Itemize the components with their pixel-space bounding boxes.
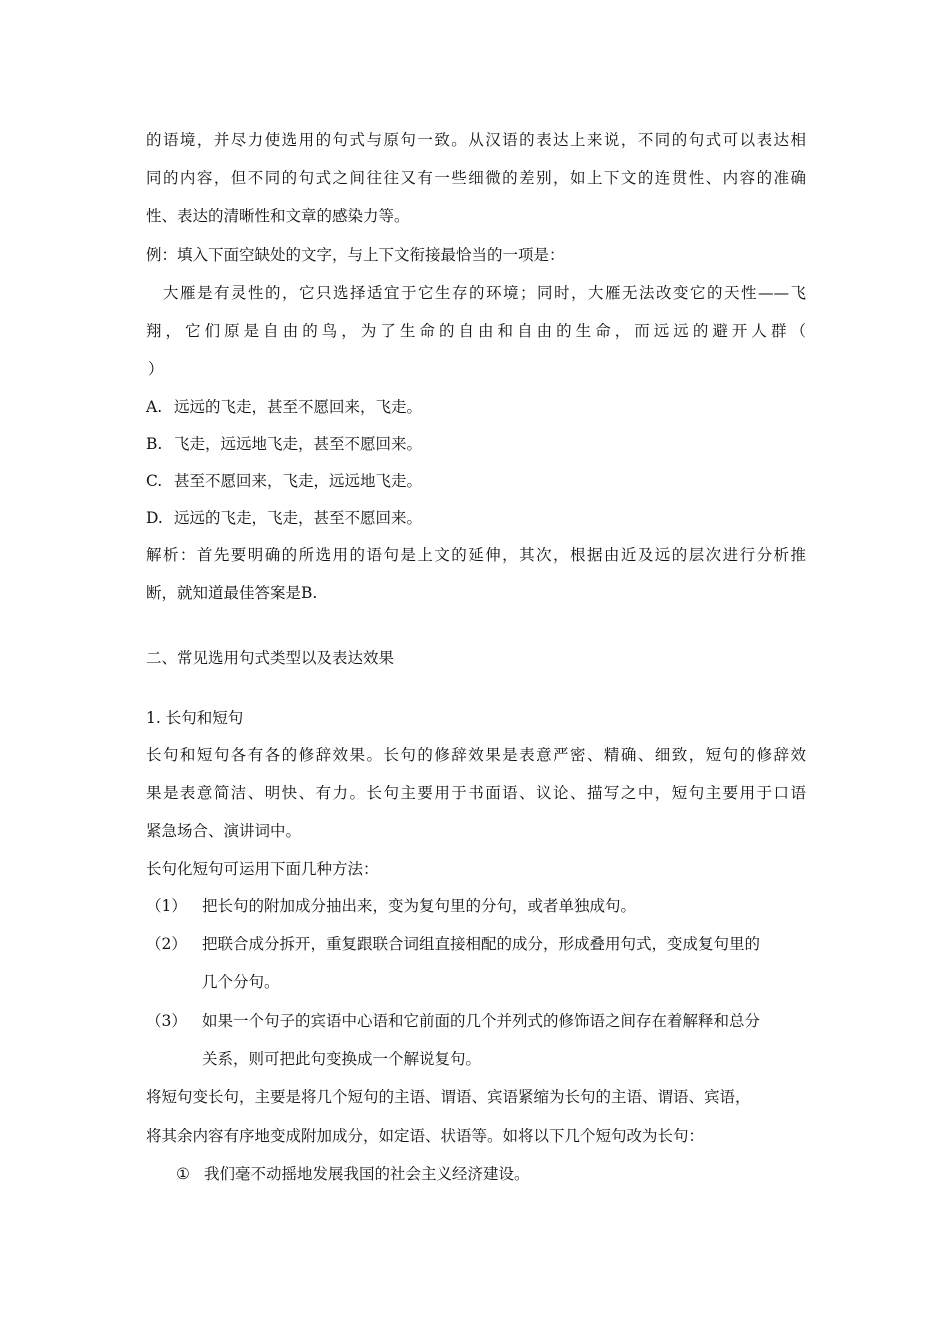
para2-line-1: 将短句变长句，主要是将几个短句的主语、谓语、宾语紧缩为长句的主语、谓语、宾语， bbox=[146, 1088, 751, 1106]
method-text: 把长句的附加成分抽出来，变为复句里的分句，或者单独成句。 bbox=[202, 897, 637, 915]
circled-item-text: 我们毫不动摇地发展我国的社会主义经济建设。 bbox=[204, 1165, 530, 1183]
example-passage-line-3: ） bbox=[148, 360, 164, 378]
intro-line-1: 的语境，并尽力使选用的句式与原句一致。从汉语的表达上来说，不同的句式可以表达相 bbox=[146, 131, 806, 149]
option-text: 甚至不愿回来，飞走，远远地飞走。 bbox=[174, 472, 423, 490]
method-text: 把联合成分拆开，重复跟联合词组直接相配的成分，形成叠用句式，变成复句里的 bbox=[202, 935, 761, 953]
para1-line-1: 长句和短句各有各的修辞效果。长句的修辞效果是表意严密、精确、细致，短句的修辞效 bbox=[146, 746, 806, 764]
circled-number: ① bbox=[176, 1165, 190, 1183]
analysis-line-1: 解析：首先要明确的所选用的语句是上文的延伸，其次，根据由近及远的层次进行分析推 bbox=[146, 546, 806, 564]
subsection-heading: 1. 长句和短句 bbox=[146, 709, 244, 727]
example-passage-line-1: 大雁是有灵性的，它只选择适宜于它生存的环境；同时，大雁无法改变它的天性——飞 bbox=[146, 284, 806, 302]
intro-line-3: 性、表达的清晰性和文章的感染力等。 bbox=[146, 207, 410, 225]
method-number: （1） bbox=[146, 897, 187, 915]
method-text: 如果一个句子的宾语中心语和它前面的几个并列式的修饰语之间存在着解释和总分 bbox=[202, 1012, 761, 1030]
method-number: （2） bbox=[146, 935, 187, 953]
method-text-continued: 关系，则可把此句变换成一个解说复句。 bbox=[202, 1050, 482, 1068]
method-text-continued: 几个分句。 bbox=[202, 973, 280, 991]
para1-line-2: 果是表意简洁、明快、有力。长句主要用于书面语、议论、描写之中，短句主要用于口语 bbox=[146, 784, 806, 802]
option-text: 飞走，远远地飞走，甚至不愿回来。 bbox=[174, 435, 423, 453]
option-text: 远远的飞走，飞走，甚至不愿回来。 bbox=[174, 509, 423, 527]
option-label: C. bbox=[146, 472, 163, 490]
example-prompt: 例：填入下面空缺处的文字，与上下文衔接最恰当的一项是： bbox=[146, 246, 565, 264]
para1-line-3: 紧急场合、演讲词中。 bbox=[146, 822, 302, 840]
methods-intro: 长句化短句可运用下面几种方法： bbox=[146, 860, 379, 878]
option-text: 远远的飞走，甚至不愿回来，飞走。 bbox=[174, 398, 423, 416]
example-passage-line-2: 翔，它们原是自由的鸟，为了生命的自由和自由的生命，而远远的避开人群（ bbox=[146, 322, 806, 340]
option-label: A. bbox=[146, 398, 163, 416]
section-heading: 二、常见选用句式类型以及表达效果 bbox=[146, 649, 395, 667]
analysis-line-2: 断，就知道最佳答案是B. bbox=[146, 584, 318, 602]
intro-line-2: 同的内容，但不同的句式之间往往又有一些细微的差别，如上下文的连贯性、内容的准确 bbox=[146, 169, 806, 187]
option-label: D. bbox=[146, 509, 163, 527]
method-number: （3） bbox=[146, 1012, 187, 1030]
option-label: B. bbox=[146, 435, 163, 453]
para2-line-2: 将其余内容有序地变成附加成分，如定语、状语等。如将以下几个短句改为长句： bbox=[146, 1127, 705, 1145]
